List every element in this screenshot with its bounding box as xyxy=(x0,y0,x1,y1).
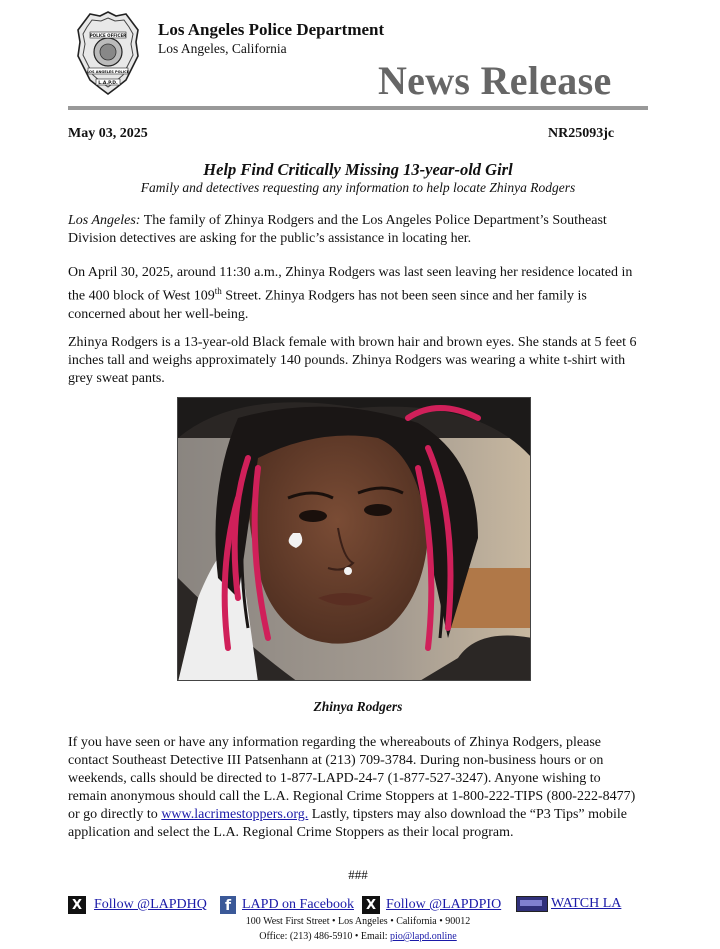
lacrimestoppers-link[interactable]: www.lacrimestoppers.org. xyxy=(161,807,309,822)
dateline: Los Angeles: xyxy=(68,213,141,228)
badge-text-lapd: L.A.P.D. xyxy=(98,81,118,86)
social-link-lapdpio[interactable] xyxy=(362,896,501,914)
paragraph-contact-text-b: Lastly, tipsters may also download the “P3 Tips” mobile application and select the L.A. Regional Crime Stoppers as their local program. xyxy=(68,807,628,840)
watch-la-link[interactable]: WATCH LA xyxy=(551,896,622,911)
release-number: NR25093jc xyxy=(548,126,615,141)
footer-address: 100 West First Street • Los Angeles • California • 90012 xyxy=(245,916,471,927)
photo-caption: Zhinya Rodgers xyxy=(313,699,403,714)
social-link-watch-la[interactable] xyxy=(516,896,621,912)
subheadline: Family and detectives requesting any information to help locate Zhinya Rodgers xyxy=(140,180,576,195)
badge-text-top: POLICE OFFICER xyxy=(89,33,127,38)
release-date: May 03, 2025 xyxy=(68,126,148,141)
org-city: Los Angeles, California xyxy=(158,41,287,56)
paragraph-last-seen xyxy=(68,264,643,324)
social-links-bar xyxy=(68,896,648,918)
footer-contact-text: Office: (213) 486-5910 • Email: xyxy=(259,931,391,942)
badge-text-bottom: LOS ANGELES POLICE xyxy=(86,70,130,74)
missing-person-photo xyxy=(177,397,531,681)
photo-illustration xyxy=(178,398,531,681)
lapd-badge-logo xyxy=(76,10,140,96)
end-mark: ### xyxy=(348,867,368,882)
tv-icon xyxy=(516,896,548,912)
ordinal-suffix: th xyxy=(214,286,222,296)
paragraph-contact-text-a: If you have seen or have any information regarding the whereabouts of Zhinya Rodgers, please contact Southeast Detective III Patsenhann at (213) 709-3784. During non-business hours or on weekends, calls should be directed to 1-877-LAPD-24-7 (1-877-527-3247). Anyone wishing to remain anonymous should call the L.A. Regional Crime Stoppers at 1-800-222-TIPS (800-222-8477) or go directly to xyxy=(68,735,636,822)
follow-lapdpio-link[interactable]: Follow @LAPDPIO xyxy=(386,897,502,912)
email-link[interactable]: pio@lapd.online xyxy=(390,931,457,942)
org-name: Los Angeles Police Department xyxy=(158,20,385,39)
paragraph-intro-text: The family of Zhinya Rodgers and the Los Angeles Police Department’s Southeast Division detectives are asking for the public’s assistance in locating her. xyxy=(68,213,607,246)
paragraph-last-seen-text-a: On April 30, 2025, around 11:30 a.m., Zhinya Rodgers was last seen leaving her residence located in the 400 block of West 109 xyxy=(68,265,633,304)
lapd-facebook-link[interactable]: LAPD on Facebook xyxy=(242,897,354,912)
news-release-title: News Release xyxy=(378,58,612,103)
facebook-icon: f xyxy=(220,896,236,914)
headline: Help Find Critically Missing 13-year-old Girl xyxy=(203,160,513,179)
paragraph-description: Zhinya Rodgers is a 13-year-old Black female with brown hair and brown eyes. She stands at 5 feet 6 inches tall and weighs approximately 140 pounds. Zhinya Rodgers was wearing a white t-shirt with grey sweat pants. xyxy=(68,335,637,386)
social-link-facebook[interactable] xyxy=(220,896,354,914)
social-link-lapdhq[interactable] xyxy=(68,896,207,914)
x-twitter-icon: X xyxy=(362,896,380,914)
paragraph-intro xyxy=(68,212,643,248)
x-twitter-icon: X xyxy=(68,896,86,914)
footer-contact xyxy=(68,931,648,942)
follow-lapdhq-link[interactable]: Follow @LAPDHQ xyxy=(94,897,207,912)
paragraph-last-seen-text-b: Street. Zhinya Rodgers has not been seen since and her family is concerned about her well-being. xyxy=(68,288,587,322)
header-rule xyxy=(68,106,648,110)
paragraph-contact xyxy=(68,734,643,842)
